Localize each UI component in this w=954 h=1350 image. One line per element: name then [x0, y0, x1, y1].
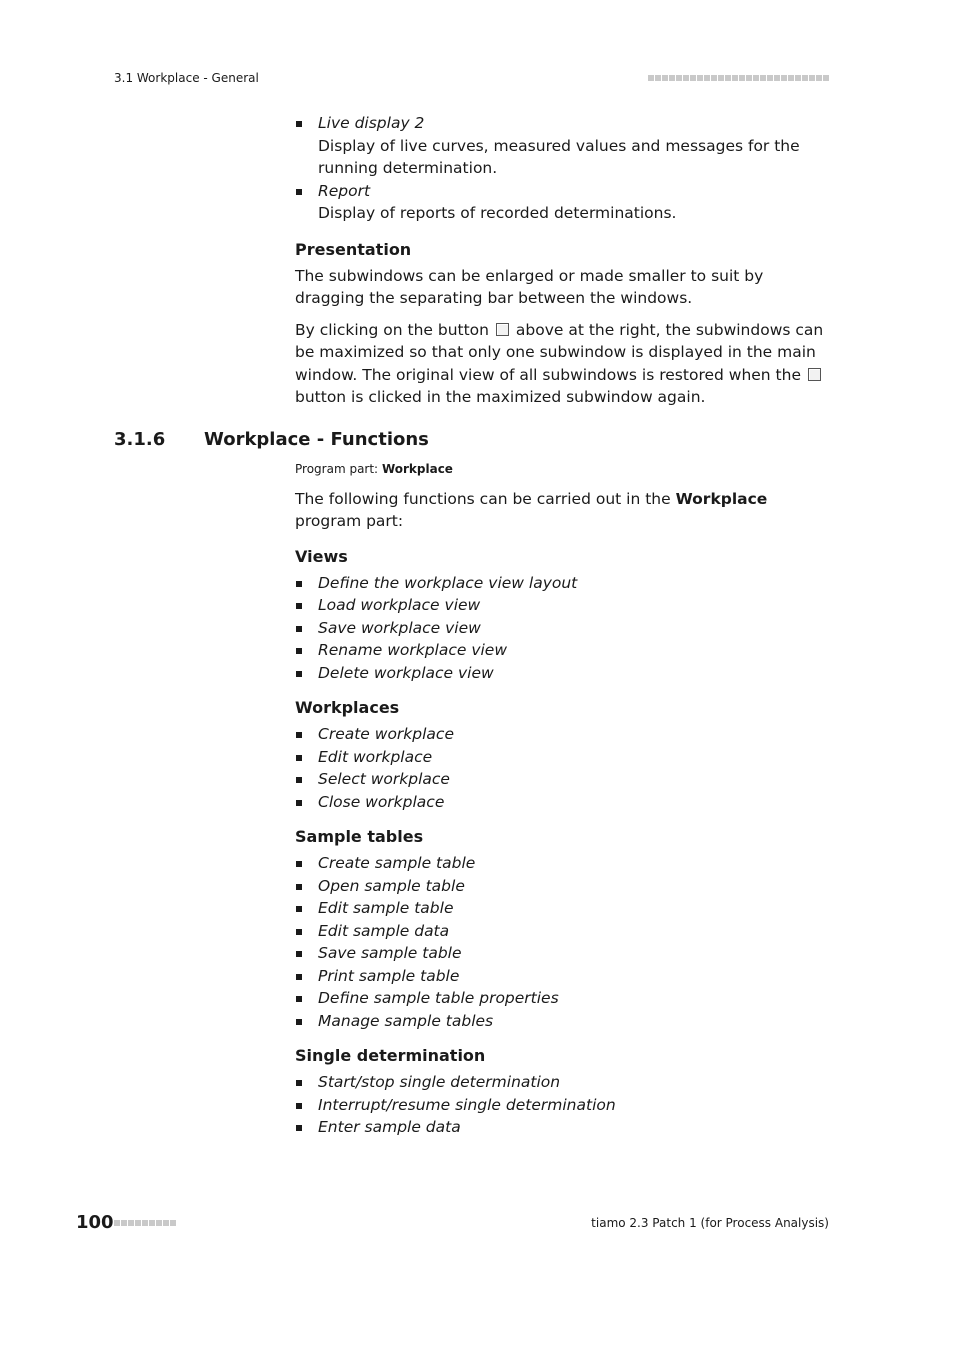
- running-header-section: 3.1 Workplace - General: [114, 71, 259, 85]
- decorative-dot: [767, 75, 773, 81]
- function-list: [295, 723, 835, 813]
- intro-text: program part:: [295, 512, 404, 530]
- list-item: Save sample table: [295, 942, 835, 965]
- decorative-dot: [135, 1220, 141, 1226]
- item-description: Display of live curves, measured values and messages for the running determination.: [318, 136, 800, 177]
- para-text: By clicking on the button: [295, 320, 489, 339]
- decorative-dot: [760, 75, 766, 81]
- intro-list: [295, 112, 835, 225]
- list-item: Manage sample tables: [295, 1010, 835, 1033]
- decorative-dot: [669, 75, 675, 81]
- list-item: Define the workplace view layout: [295, 572, 835, 595]
- section-heading: [114, 429, 429, 450]
- list-item: Print sample table: [295, 965, 835, 988]
- decorative-dot: [648, 75, 654, 81]
- decorative-dot: [690, 75, 696, 81]
- decorative-dot: [142, 1220, 148, 1226]
- list-item: Select workplace: [295, 768, 835, 791]
- decorative-dot: [802, 75, 808, 81]
- section-intro: [295, 488, 835, 533]
- item-title: Live display 2: [318, 114, 425, 132]
- list-item: Edit sample data: [295, 920, 835, 943]
- decorative-dot: [795, 75, 801, 81]
- presentation-para-1: The subwindows can be enlarged or made smaller to suit by dragging the separating bar between the windows.: [295, 266, 764, 307]
- decorative-dot: [816, 75, 822, 81]
- decorative-dot: [170, 1220, 176, 1226]
- list-item: Create workplace: [295, 723, 835, 746]
- decorative-dot: [149, 1220, 155, 1226]
- program-part-value: Workplace: [381, 461, 453, 476]
- intro-bold: Workplace: [675, 489, 768, 508]
- para-text: button is clicked in the maximized subwindow again.: [295, 388, 706, 406]
- decorative-dot: [753, 75, 759, 81]
- presentation-para-2: [295, 319, 835, 409]
- decorative-dot: [809, 75, 815, 81]
- decorative-dot: [662, 75, 668, 81]
- decorative-dot: [121, 1220, 127, 1226]
- decorative-dot: [739, 75, 745, 81]
- function-list: [295, 572, 835, 685]
- function-list: [295, 1071, 835, 1139]
- list-item: Save workplace view: [295, 617, 835, 640]
- intro-text: The following functions can be carried out in the: [295, 489, 671, 508]
- section-number: 3.1.6: [114, 429, 166, 450]
- page-body: [295, 112, 835, 1139]
- decorative-dot: [156, 1220, 162, 1226]
- page-number: 100: [76, 1212, 114, 1233]
- list-item: Start/stop single determination: [295, 1071, 835, 1094]
- list-item: Create sample table: [295, 852, 835, 875]
- list-item: Interrupt/resume single determination: [295, 1094, 835, 1117]
- presentation-heading: Presentation: [295, 239, 412, 259]
- list-item: Open sample table: [295, 875, 835, 898]
- item-title: Report: [318, 181, 371, 200]
- list-item: Enter sample data: [295, 1116, 835, 1139]
- decorative-dot: [718, 75, 724, 81]
- decorative-dot: [746, 75, 752, 81]
- decorative-dot: [697, 75, 703, 81]
- function-groups: [295, 546, 835, 1139]
- para-text: above at the right, the subwindows can be maximized so that only one subwindow is displayed in the main window. The original view of all subwindows is restored when the: [295, 320, 824, 384]
- decorative-dot: [676, 75, 682, 81]
- decorative-dot: [683, 75, 689, 81]
- decorative-dot: [725, 75, 731, 81]
- decorative-dot: [704, 75, 710, 81]
- maximize-icon: [808, 368, 821, 381]
- header-decoration: [648, 75, 829, 81]
- list-item: Edit sample table: [295, 897, 835, 920]
- program-part-label: Program part:: [295, 461, 379, 476]
- list-item: Define sample table properties: [295, 987, 835, 1010]
- group-heading: Sample tables: [295, 827, 424, 846]
- list-item: Rename workplace view: [295, 639, 835, 662]
- group-heading: Views: [295, 546, 348, 566]
- decorative-dot: [163, 1220, 169, 1226]
- item-description: Display of reports of recorded determinations.: [318, 204, 677, 222]
- list-item: Edit workplace: [295, 746, 835, 769]
- group-heading: Workplaces: [295, 698, 400, 717]
- group-heading: Single determination: [295, 1046, 486, 1065]
- footer-decoration: [114, 1220, 176, 1226]
- decorative-dot: [655, 75, 661, 81]
- list-item: Delete workplace view: [295, 662, 835, 685]
- maximize-icon: [496, 323, 509, 336]
- footer-product: tiamo 2.3 Patch 1 (for Process Analysis): [591, 1216, 829, 1230]
- decorative-dot: [128, 1220, 134, 1226]
- list-item: [295, 112, 835, 180]
- decorative-dot: [114, 1220, 120, 1226]
- list-item: Close workplace: [295, 791, 835, 814]
- program-part: [295, 460, 835, 478]
- decorative-dot: [788, 75, 794, 81]
- decorative-dot: [781, 75, 787, 81]
- list-item: Load workplace view: [295, 594, 835, 617]
- section-title: Workplace - Functions: [204, 429, 429, 450]
- function-list: [295, 852, 835, 1032]
- decorative-dot: [711, 75, 717, 81]
- decorative-dot: [823, 75, 829, 81]
- decorative-dot: [774, 75, 780, 81]
- list-item: [295, 180, 835, 225]
- decorative-dot: [732, 75, 738, 81]
